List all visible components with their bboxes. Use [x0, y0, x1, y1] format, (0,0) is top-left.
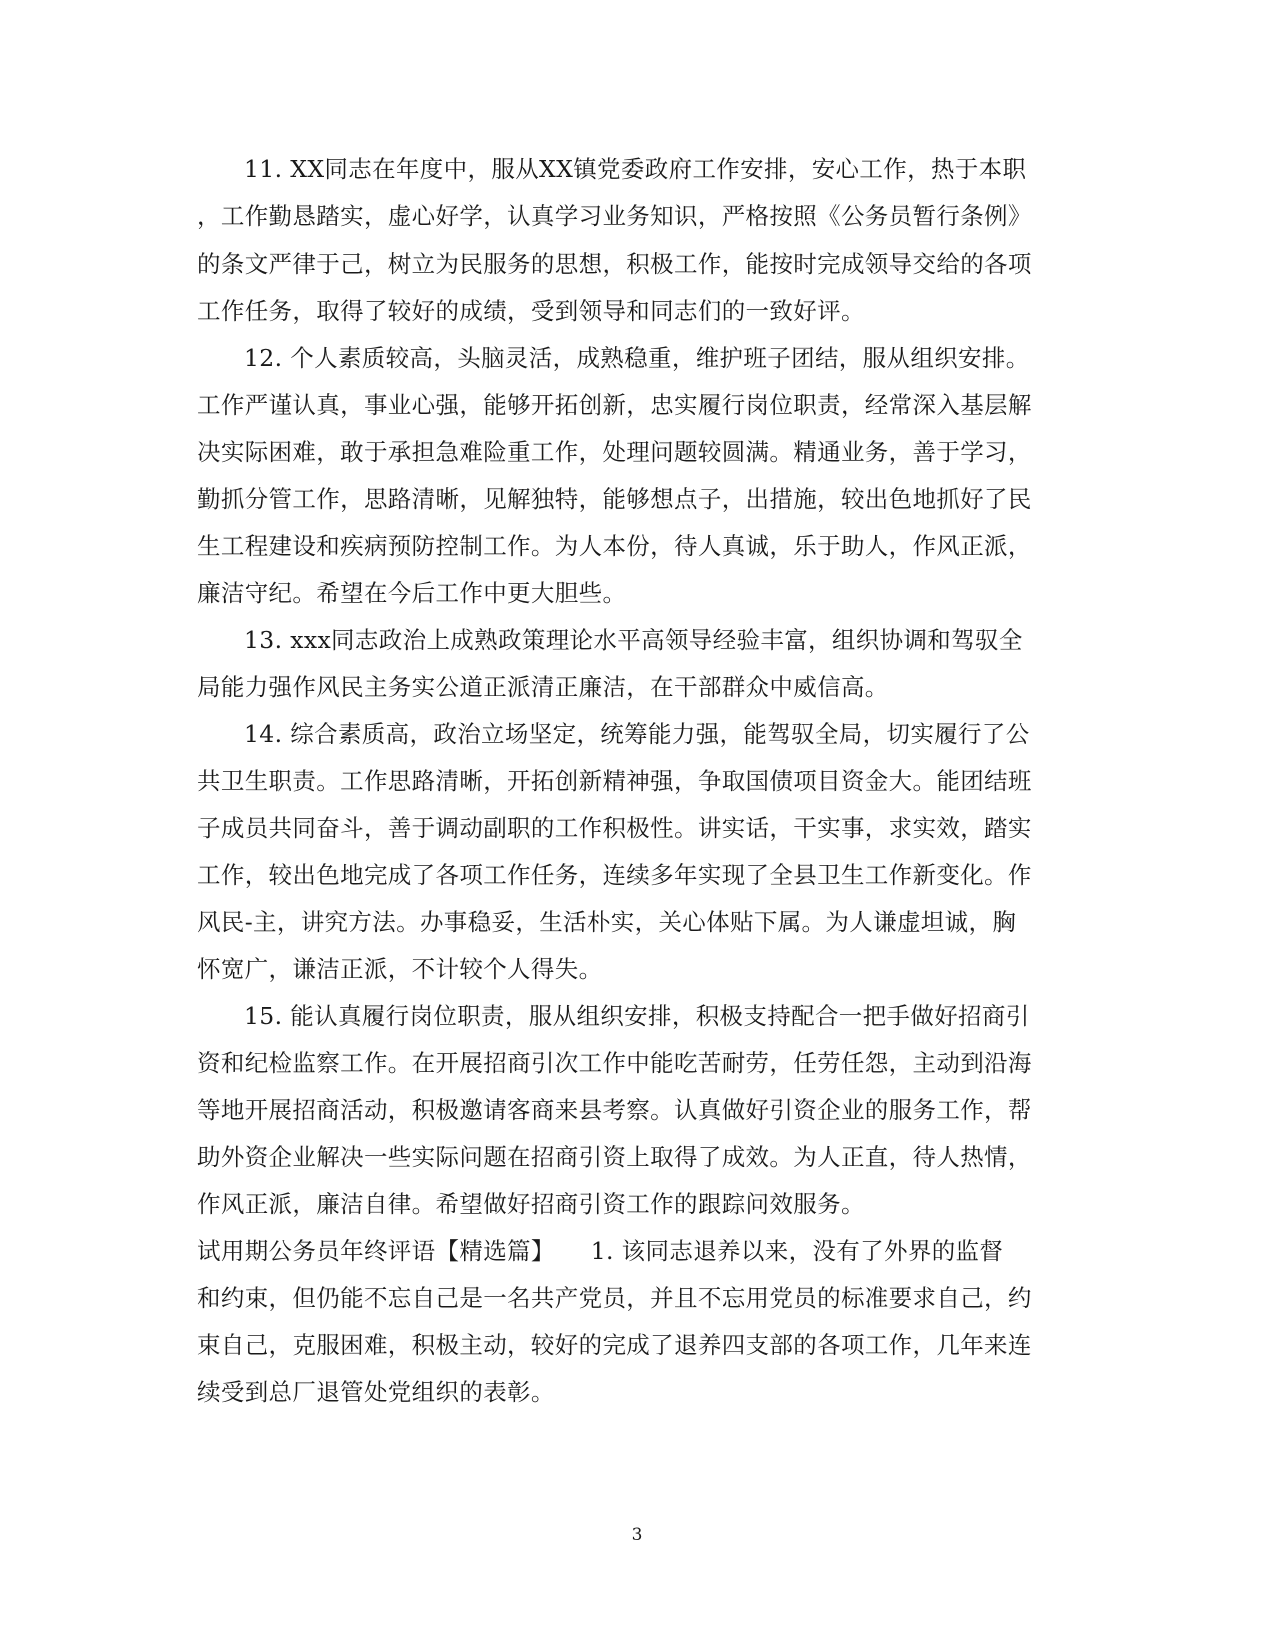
text-line: 工作严谨认真，事业心强，能够开拓创新，忠实履行岗位职责，经常深入基层解	[197, 391, 1032, 419]
text-line: 生工程建设和疾病预防控制工作。为人本份，待人真诚，乐于助人，作风正派，	[197, 532, 1032, 560]
text-line: 14. 综合素质高，政治立场坚定，统筹能力强，能驾驭全局，切实履行了公	[244, 720, 1030, 748]
text-line: 共卫生职责。工作思路清晰，开拓创新精神强，争取国债项目资金大。能团结班	[197, 767, 1032, 795]
text-line: 廉洁守纪。希望在今后工作中更大胆些。	[197, 579, 627, 607]
text-line: 工作任务，取得了较好的成绩，受到领导和同志们的一致好评。	[197, 297, 865, 325]
text-line: 风民-主，讲究方法。办事稳妥，生活朴实，关心体贴下属。为人谦虚坦诚，胸	[197, 908, 1017, 936]
text-line: 怀宽广，谦洁正派，不计较个人得失。	[197, 955, 603, 983]
text-line: 子成员共同奋斗，善于调动副职的工作积极性。讲实话，干实事，求实效，踏实	[197, 814, 1032, 842]
page-number: 3	[631, 1525, 643, 1545]
text-line: 13. xxx同志政治上成熟政策理论水平高领导经验丰富，组织协调和驾驭全	[244, 626, 1023, 654]
text-line: 的条文严律于己，树立为民服务的思想，积极工作，能按时完成领导交给的各项	[197, 250, 1032, 278]
text-line: 12. 个人素质较高，头脑灵活，成熟稳重，维护班子团结，服从组织安排。	[244, 344, 1030, 372]
text-line: 作风正派，廉洁自律。希望做好招商引资工作的跟踪问效服务。	[197, 1190, 865, 1218]
text-line: 15. 能认真履行岗位职责，服从组织安排，积极支持配合一把手做好招商引	[244, 1002, 1030, 1030]
text-line: 续受到总厂退管处党组织的表彰。	[197, 1378, 555, 1406]
text-line: 束自己，克服困难，积极主动，较好的完成了退养四支部的各项工作，几年来连	[197, 1331, 1032, 1359]
text-line: 工作，较出色地完成了各项工作任务，连续多年实现了全县卫生工作新变化。作	[197, 861, 1032, 889]
text-line: 资和纪检监察工作。在开展招商引次工作中能吃苦耐劳，任劳任怨，主动到沿海	[197, 1049, 1032, 1077]
text-line: 试用期公务员年终评语【精选篇】 1. 该同志退养以来，没有了外界的监督	[197, 1237, 1004, 1265]
text-line: 等地开展招商活动，积极邀请客商来县考察。认真做好引资企业的服务工作，帮	[197, 1096, 1032, 1124]
text-line: 决实际困难，敢于承担急难险重工作，处理问题较圆满。精通业务，善于学习，	[197, 438, 1032, 466]
text-line: 11. XX同志在年度中，服从XX镇党委政府工作安排，安心工作，热于本职	[244, 155, 1027, 183]
text-line: 勤抓分管工作，思路清晰，见解独特，能够想点子，出措施，较出色地抓好了民	[197, 485, 1032, 513]
text-line: ，工作勤恳踏实，虚心好学，认真学习业务知识，严格按照《公务员暂行条例》	[197, 202, 1032, 230]
text-line: 助外资企业解决一些实际问题在招商引资上取得了成效。为人正直，待人热情，	[197, 1143, 1032, 1171]
text-line: 和约束，但仍能不忘自己是一名共产党员，并且不忘用党员的标准要求自己，约	[197, 1284, 1032, 1312]
text-line: 局能力强作风民主务实公道正派清正廉洁，在干部群众中威信高。	[197, 673, 889, 701]
